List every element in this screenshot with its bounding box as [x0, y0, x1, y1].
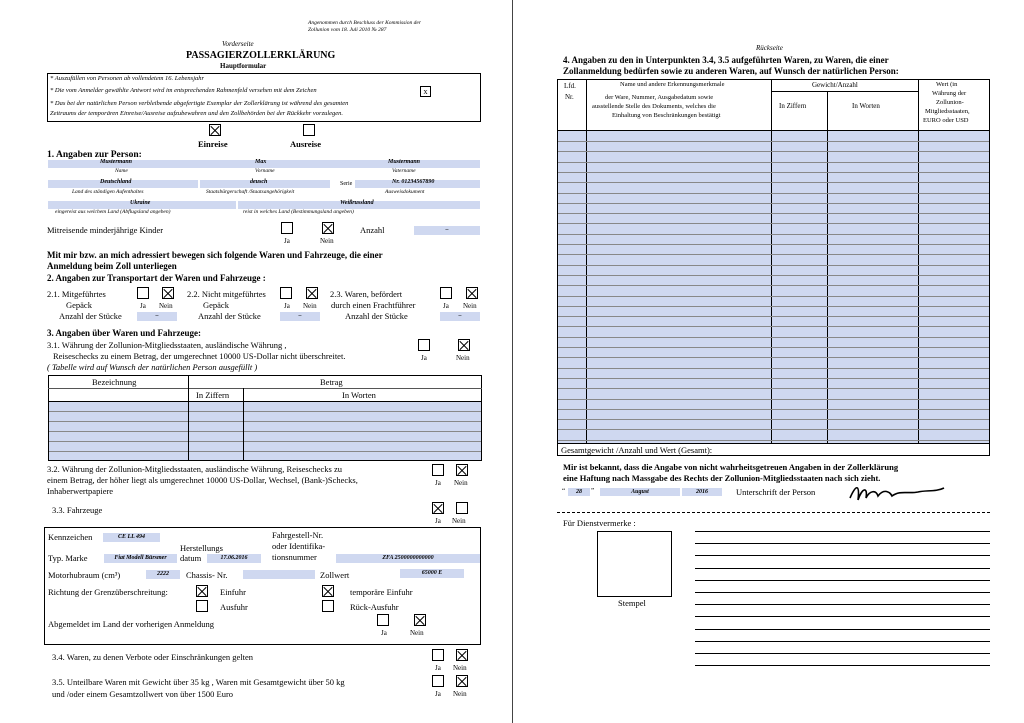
- goods-row-line: [558, 193, 989, 194]
- goods-row-line: [558, 234, 989, 235]
- document-number: Nr. 01234567890: [392, 179, 435, 185]
- ausreise-checkbox[interactable]: [303, 124, 315, 136]
- total-label: Gesamtgewicht /Anzahl und Wert (Gesamt):: [561, 445, 713, 455]
- deregistered-label: Abgemeldet im Land der vorherigen Anmeldung: [48, 619, 214, 629]
- col-value-3: Zollunion-: [936, 99, 964, 106]
- signature-scribble: [848, 480, 948, 504]
- goods-row-line: [558, 347, 989, 348]
- plate-label: Kennzeichen: [48, 532, 93, 542]
- s35-line-b: und /oder einem Gesamtzollwert von über 1500 Euro: [52, 689, 234, 699]
- goods-row-line: [558, 337, 989, 338]
- deregistered-no-checkbox[interactable]: [414, 614, 426, 626]
- temp-import-label: temporäre Einfuhr: [350, 587, 413, 597]
- s22-count-field[interactable]: –: [280, 312, 320, 321]
- to-country-value: Weißrussland: [340, 200, 374, 206]
- col-name-1: Name und andere Erkennungsmerkmale: [620, 81, 725, 88]
- citizenship-label: Staatsbürgerschaft /Staatsangehörigkeit: [206, 189, 295, 195]
- s33-no-checkbox[interactable]: [456, 502, 468, 514]
- children-no-label: Nein: [320, 237, 334, 245]
- s22-label-a: 2.2. Nicht mitgeführtes: [187, 289, 266, 299]
- customs-value-label: Zollwert: [320, 570, 350, 580]
- col-value-4: Mitgliedsstaaten,: [925, 108, 970, 115]
- s35-line-a: 3.5. Unteilbare Waren mit Gewicht über 35 kg , Waren mit Gesamtgewicht über 50 kg: [52, 677, 345, 687]
- chassis-id-label-3: tionsnummer: [272, 552, 317, 562]
- goods-total-line: [557, 443, 990, 444]
- stamp-box: [597, 531, 672, 597]
- form-subtitle: Hauptformular: [220, 62, 267, 70]
- section-4-line-1: 4. Angaben zu den in Unterpunkten 3.4, 3.5 aufgeführten Waren, zu Waren, die einer: [563, 55, 889, 65]
- s33-label: 3.3. Fahrzeuge: [52, 505, 103, 515]
- mark-sample: x: [420, 86, 431, 97]
- sign-year[interactable]: 2016: [682, 488, 722, 496]
- s31-line-c: ( Tabelle wird auf Wunsch der natürlichen Person ausgefüllt ): [47, 362, 258, 372]
- s32-yes-checkbox[interactable]: [432, 464, 444, 476]
- goods-row-line: [558, 141, 989, 142]
- document-label: Ausweisdokument: [385, 189, 425, 195]
- acknowledgement-line-1: Mir ist bekannt, dass die Angabe von nicht wahrheitsgetreuen Angaben in der Zollerklärung: [563, 462, 899, 472]
- office-note-line[interactable]: [695, 616, 990, 617]
- brand-value[interactable]: Fiat Modell Bürsmer: [104, 554, 177, 563]
- s23-label-a: 2.3. Waren, befördert: [330, 289, 403, 299]
- goods-row-line: [558, 162, 989, 163]
- s35-yes-checkbox[interactable]: [432, 675, 444, 687]
- office-note-line[interactable]: [695, 580, 990, 581]
- s21-label-a: 2.1. Mitgeführtes: [47, 289, 106, 299]
- citizenship-value: deusch: [250, 179, 268, 185]
- back-side-label: Rückseite: [756, 44, 783, 52]
- customs-value[interactable]: 65000 E: [400, 569, 464, 578]
- s34-no-checkbox[interactable]: [456, 649, 468, 661]
- ausfuhr-checkbox[interactable]: [196, 600, 208, 612]
- office-note-line[interactable]: [695, 629, 990, 630]
- s33-no-label: Nein: [452, 517, 466, 525]
- s22-yes-checkbox[interactable]: [280, 287, 292, 299]
- goods-table-body: [558, 131, 989, 443]
- plate-value[interactable]: CE LL 494: [103, 533, 160, 542]
- manufacture-label-2: datum: [180, 553, 202, 563]
- from-country-label: eingereist aus welchem Land (Abflugsland angeben): [55, 209, 171, 215]
- office-note-line[interactable]: [695, 604, 990, 605]
- office-note-line[interactable]: [695, 568, 990, 569]
- residence-value: Deutschland: [100, 179, 132, 185]
- office-notes-label: Für Dienstvermerke :: [563, 518, 636, 528]
- children-count-field[interactable]: –: [414, 226, 480, 235]
- s32-line-b: einem Betrag, der höher liegt als umgerechnet 10000 US-Dollar, Wechsel, (Bank-)Schecks,: [47, 475, 358, 485]
- einfuhr-checkbox[interactable]: [196, 585, 208, 597]
- children-yes-label: Ja: [284, 237, 290, 245]
- chassis-id-label-1: Fahrgestell-Nr.: [272, 530, 324, 540]
- displacement-value[interactable]: 2222: [146, 570, 180, 579]
- chassis-id-label-2: oder Identifika-: [272, 541, 326, 551]
- goods-row-line: [558, 275, 989, 276]
- s22-label-b: Gepäck: [203, 300, 229, 310]
- acknowledgement-line-2: eine Haftung nach Massgabe des Rechts der Zollunion-Mitgliedsstaaten nach sich zieht.: [563, 473, 881, 483]
- table-line: [48, 388, 482, 389]
- s35-no-checkbox[interactable]: [456, 675, 468, 687]
- office-note-line[interactable]: [695, 665, 990, 666]
- patronymic-label: Vatername: [392, 168, 416, 174]
- col-worten: In Worten: [342, 390, 376, 400]
- section-1-heading: 1. Angaben zur Person:: [47, 150, 142, 160]
- s23-count-field[interactable]: –: [440, 312, 480, 321]
- col-nr: Nr.: [565, 93, 574, 101]
- dashed-separator: [557, 512, 990, 513]
- s32-line-a: 3.2. Währung der Zollunion-Mitgliedsstaaten, ausländische Währung, Reiseschecks zu: [47, 464, 342, 474]
- s23-yes-checkbox[interactable]: [440, 287, 452, 299]
- s22-no-label: Nein: [303, 302, 317, 310]
- s23-no-label: Nein: [463, 302, 477, 310]
- goods-row-line: [558, 285, 989, 286]
- table-col-line: [243, 388, 244, 461]
- col-bezeichnung: Bezeichnung: [92, 377, 137, 387]
- col-lfd: Lfd.: [564, 82, 576, 90]
- temp-import-checkbox[interactable]: [322, 585, 334, 597]
- direction-label: Richtung der Grenzüberschreitung:: [48, 587, 168, 597]
- deregistered-yes-checkbox[interactable]: [377, 614, 389, 626]
- einreise-label: Einreise: [198, 139, 228, 149]
- stamp-label: Stempel: [618, 598, 646, 608]
- s33-yes-checkbox[interactable]: [432, 502, 444, 514]
- children-no-checkbox[interactable]: [322, 222, 334, 234]
- office-note-line[interactable]: [695, 641, 990, 642]
- s35-no-label: Nein: [453, 690, 467, 698]
- goods-row-line: [558, 368, 989, 369]
- chassis-label: Chassis- Nr.: [186, 570, 228, 580]
- surname-label: Name: [115, 168, 128, 174]
- table-row-line: [49, 441, 481, 442]
- reexport-checkbox[interactable]: [322, 600, 334, 612]
- sign-day[interactable]: 28: [568, 488, 590, 496]
- s34-no-label: Nein: [453, 664, 467, 672]
- goods-row-line: [558, 296, 989, 297]
- note-3: * Das bei der natürlichen Person verbleibende abgefertigte Exemplar der Zollerklärung ist während des gesamten: [50, 100, 349, 107]
- col-name-2: der Ware, Nummer, Ausgabedatum sowie: [605, 94, 714, 101]
- quote-open: “: [562, 487, 566, 495]
- goods-row-line: [558, 213, 989, 214]
- note-1: * Auszufüllen von Personen ab vollendetem 16. Lebensjahr: [50, 75, 205, 82]
- goods-row-line: [558, 440, 989, 441]
- s31-no-checkbox[interactable]: [458, 339, 470, 351]
- s21-yes-label: Ja: [140, 302, 146, 310]
- s21-no-label: Nein: [159, 302, 173, 310]
- ausfuhr-label: Ausfuhr: [220, 602, 248, 612]
- table-line: [48, 401, 482, 402]
- goods-row-line: [558, 151, 989, 152]
- goods-row-line: [558, 182, 989, 183]
- note-2: * Die vom Anmelder gewählte Antwort wird im entsprechenden Rahmenfeld versehen mit dem Zeichen: [50, 87, 317, 94]
- section-2-heading: 2. Angaben zur Transportart der Waren und Fahrzeuge :: [47, 273, 266, 283]
- office-note-line[interactable]: [695, 543, 990, 544]
- goods-row-line: [558, 316, 989, 317]
- goods-row-line: [558, 326, 989, 327]
- displacement-label: Motorhubraum (cm³): [48, 570, 121, 580]
- deregistered-no-label: Nein: [410, 629, 424, 637]
- einfuhr-label: Einfuhr: [220, 587, 246, 597]
- s34-yes-label: Ja: [435, 664, 441, 672]
- goods-row-line: [558, 223, 989, 224]
- section-4-line-2: Zollanmeldung bedürfen sowie zu anderen Waren, auf Wunsch der natürlichen Person:: [563, 66, 899, 76]
- office-note-line[interactable]: [695, 653, 990, 654]
- col-weight-figures: In Ziffern: [779, 102, 807, 110]
- page-divider: [512, 0, 513, 723]
- col-betrag: Betrag: [320, 377, 343, 387]
- goods-row-line: [558, 429, 989, 430]
- firstname-value: Max: [255, 159, 267, 165]
- goods-row-line: [558, 203, 989, 204]
- brand-label: Typ. Marke: [48, 553, 88, 563]
- sign-month[interactable]: August: [600, 488, 680, 496]
- s21-no-checkbox[interactable]: [162, 287, 174, 299]
- to-country-label: reist in welches Land (Bestimmungsland angeben): [243, 209, 354, 215]
- approval-line-1: Angenommen durch Beschluss der Kommission der: [308, 20, 421, 26]
- residence-label: Land des ständigen Aufenthaltes: [72, 189, 144, 195]
- col-value-5: EURO oder USD: [923, 117, 969, 124]
- col-name-3: ausstellende Stelle des Dokuments, welches die: [592, 103, 716, 110]
- manufacture-date[interactable]: 17.06.2016: [207, 554, 261, 563]
- s34-label: 3.4. Waren, zu denen Verbote oder Einschränkungen gelten: [52, 652, 254, 662]
- signature-label: Unterschrift der Person: [736, 487, 816, 497]
- col-name-4: Einhaltung von Beschränkungen bestätigt: [612, 112, 721, 119]
- ausreise-label: Ausreise: [290, 139, 322, 149]
- s23-label-b: durch einen Frachtführer: [331, 300, 416, 310]
- goods-row-line: [558, 244, 989, 245]
- s22-no-checkbox[interactable]: [306, 287, 318, 299]
- firstname-label: Vorname: [255, 168, 275, 174]
- einreise-checkbox[interactable]: [209, 124, 221, 136]
- reexport-label: Rück-Ausfuhr: [350, 602, 399, 612]
- col-value-1: Wert (in: [936, 81, 958, 88]
- note-4: Zeitraums der temporären Einreise/Ausreise aufzubewahren und den Zollbehörden bei der Rückkehr vorzulegen.: [50, 110, 344, 117]
- deregistered-yes-label: Ja: [381, 629, 387, 637]
- s21-count-field[interactable]: –: [137, 312, 177, 321]
- goods-row-line: [558, 399, 989, 400]
- front-side-label: Vorderseite: [222, 40, 254, 48]
- goods-row-line: [558, 172, 989, 173]
- col-value-2: Währung der: [932, 90, 967, 97]
- s31-no-label: Nein: [456, 354, 470, 362]
- col-ziffern: In Ziffern: [196, 390, 230, 400]
- goods-col-line: [827, 91, 828, 443]
- s35-yes-label: Ja: [435, 690, 441, 698]
- children-count-label: Anzahl: [360, 225, 385, 235]
- s23-label-c: Anzahl der Stücke: [345, 311, 408, 321]
- surname-value: Mustermann: [100, 159, 133, 165]
- chassis-value[interactable]: [243, 570, 315, 579]
- s33-yes-label: Ja: [435, 517, 441, 525]
- goods-row-line: [558, 409, 989, 410]
- s32-line-c: Inhaberwertpapiere: [47, 486, 114, 496]
- declaration-line-1: Mit mir bzw. an mich adressiert bewegen sich folgende Waren und Fahrzeuge, die einer: [47, 250, 383, 260]
- table-row-line: [49, 421, 481, 422]
- s31-yes-label: Ja: [421, 354, 427, 362]
- approval-line-2: Zollunion vom 18. Juli 2010 № 287: [308, 27, 387, 33]
- section-3-heading: 3. Angaben über Waren und Fahrzeuge:: [47, 328, 202, 338]
- vin-value[interactable]: ZFA 2500000000000: [336, 554, 480, 563]
- goods-header-line: [771, 91, 918, 92]
- children-yes-checkbox[interactable]: [281, 222, 293, 234]
- manufacture-label-1: Herstellungs: [180, 543, 223, 553]
- quote-close: ”: [591, 487, 595, 495]
- declaration-line-2: Anmeldung beim Zoll unterliegen: [47, 261, 177, 271]
- s21-label-b: Gepäck: [66, 300, 92, 310]
- children-label: Mitreisende minderjährige Kinder: [47, 225, 164, 235]
- s23-no-checkbox[interactable]: [466, 287, 478, 299]
- office-note-line[interactable]: [695, 531, 990, 532]
- s32-no-checkbox[interactable]: [456, 464, 468, 476]
- office-note-line[interactable]: [695, 592, 990, 593]
- office-note-line[interactable]: [695, 555, 990, 556]
- goods-row-line: [558, 306, 989, 307]
- s21-yes-checkbox[interactable]: [137, 287, 149, 299]
- goods-row-line: [558, 254, 989, 255]
- goods-row-line: [558, 378, 989, 379]
- s31-line-b: Reiseschecks zu einem Betrag, der umgerechnet 10000 US-Dollar nicht überschreitet.: [53, 351, 346, 361]
- series-label: Serie: [340, 181, 353, 187]
- goods-row-line: [558, 388, 989, 389]
- goods-row-line: [558, 357, 989, 358]
- col-weight: Gewicht/Anzahl: [812, 81, 858, 89]
- table-col-line: [188, 375, 189, 461]
- s32-yes-label: Ja: [435, 479, 441, 487]
- from-country-value: Ukraine: [130, 200, 151, 206]
- s21-label-c: Anzahl der Stücke: [59, 311, 122, 321]
- table-row-line: [49, 451, 481, 452]
- table-row-line: [49, 411, 481, 412]
- goods-row-line: [558, 419, 989, 420]
- s34-yes-checkbox[interactable]: [432, 649, 444, 661]
- patronymic-value: Mustermann: [388, 159, 421, 165]
- s23-yes-label: Ja: [443, 302, 449, 310]
- s22-label-c: Anzahl der Stücke: [198, 311, 261, 321]
- s31-line-a: 3.1. Währung der Zollunion-Mitgliedsstaaten, ausländische Währung ,: [47, 340, 287, 350]
- goods-header-line: [557, 130, 990, 131]
- goods-row-line: [558, 265, 989, 266]
- col-weight-words: In Worten: [852, 102, 880, 110]
- s32-no-label: Nein: [454, 479, 468, 487]
- table-row-line: [49, 431, 481, 432]
- s22-yes-label: Ja: [284, 302, 290, 310]
- form-title: PASSAGIERZOLLERKLÄRUNG: [186, 50, 336, 61]
- s31-yes-checkbox[interactable]: [418, 339, 430, 351]
